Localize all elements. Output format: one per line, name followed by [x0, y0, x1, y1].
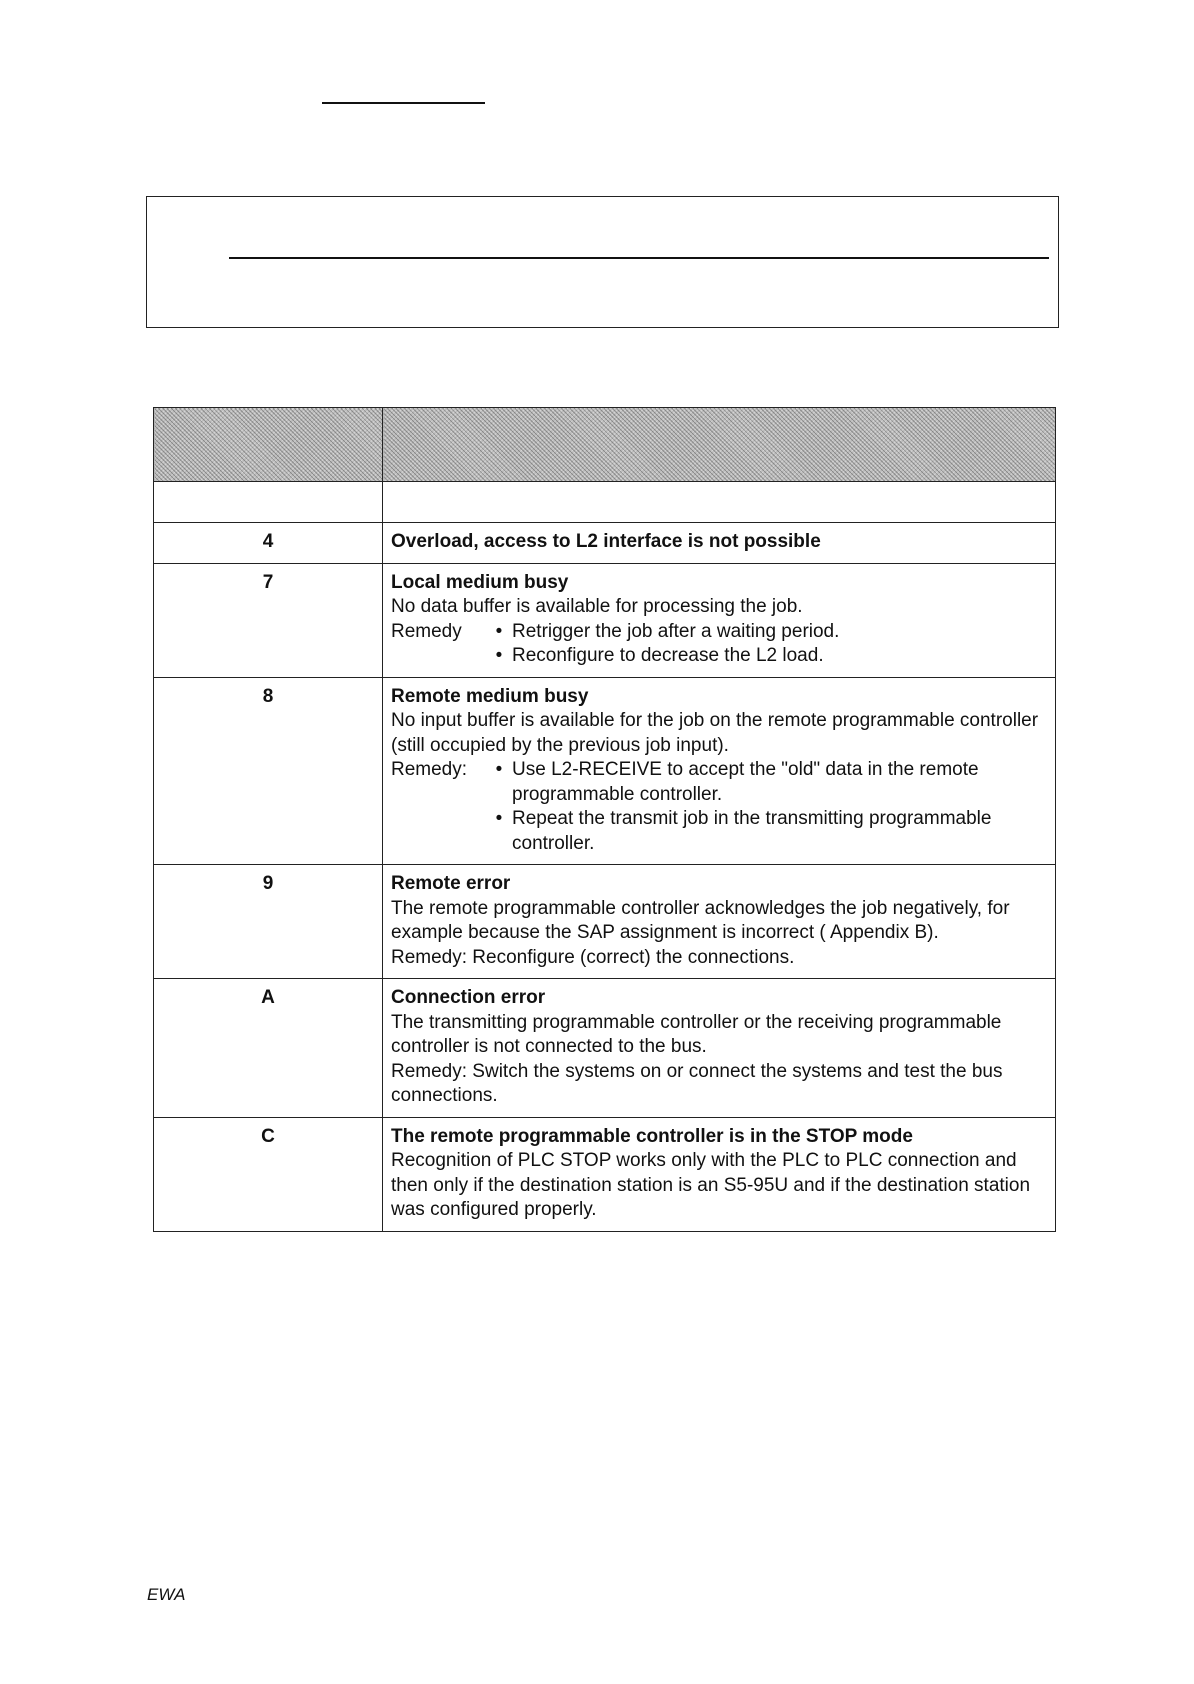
remedy-text: Remedy: Reconfigure (correct) the connections. — [391, 946, 795, 968]
list-item — [486, 758, 1047, 807]
error-title: The remote programmable controller is in the STOP mode — [391, 1125, 913, 1147]
remedy-label: Remedy: — [391, 759, 468, 780]
error-title: Connection error — [391, 987, 546, 1008]
bullet-icon: • — [495, 645, 503, 666]
footer-label: EWA — [147, 1585, 186, 1604]
error-description — [383, 677, 1056, 865]
remedy-block — [391, 758, 1047, 856]
remedy-item: Retrigger the job after a waiting period. — [512, 620, 840, 642]
table-blank-row — [154, 482, 1056, 523]
table-row — [154, 563, 1056, 677]
remedy-block — [391, 620, 1047, 669]
remedy-item: Repeat the transmit job in the transmitting programmable controller. — [512, 808, 992, 854]
error-description — [383, 865, 1056, 979]
table-header-row — [154, 408, 1056, 482]
table-row — [154, 979, 1056, 1118]
error-code-table — [153, 407, 1056, 1232]
error-title: Overload, access to L2 interface is not possible — [391, 531, 821, 552]
error-description — [383, 523, 1056, 564]
error-title: Local medium busy — [391, 571, 569, 593]
error-text: The transmitting programmable controller or the receiving programmable controller is not connected to the bus. — [391, 1011, 1002, 1057]
error-text: Recognition of PLC STOP works only with the PLC to PLC connection and then only if the destination station is an S5-95U and if the destination station was configured properly. — [391, 1150, 1031, 1220]
blank-cell — [154, 482, 383, 523]
bullet-icon: • — [495, 759, 503, 780]
error-text: No data buffer is available for processing the job. — [391, 596, 803, 617]
remedy-label: Remedy — [391, 620, 462, 642]
error-description — [383, 979, 1056, 1118]
remedy-list — [486, 758, 1047, 856]
table-row — [154, 865, 1056, 979]
remedy-item: Reconfigure to decrease the L2 load. — [512, 645, 824, 666]
list-item — [486, 807, 1047, 856]
error-title: Remote error — [391, 873, 511, 894]
error-code: 9 — [154, 865, 383, 979]
table-row — [154, 523, 1056, 564]
top-rule — [322, 102, 485, 104]
error-code: C — [154, 1117, 383, 1231]
bullet-icon: • — [495, 620, 503, 642]
header-box — [146, 196, 1059, 328]
list-item — [486, 620, 1047, 645]
remedy-item: Use L2-RECEIVE to accept the "old" data in the remote programmable controller. — [512, 759, 979, 805]
remedy-list — [486, 620, 1047, 669]
error-code: 8 — [154, 677, 383, 865]
error-description — [383, 563, 1056, 677]
table-row — [154, 1117, 1056, 1231]
list-item — [486, 644, 1047, 669]
blank-cell — [383, 482, 1056, 523]
error-code: A — [154, 979, 383, 1118]
error-text: The remote programmable controller acknowledges the job negatively, for example because the SAP assignment is incorrect ( Appendix B). — [391, 897, 1010, 943]
header-rule — [229, 257, 1049, 259]
header-cell-code — [154, 408, 383, 482]
table-row — [154, 677, 1056, 865]
error-code: 7 — [154, 563, 383, 677]
error-description — [383, 1117, 1056, 1231]
header-cell-meaning — [383, 408, 1056, 482]
remedy-text: Remedy: Switch the systems on or connect the systems and test the bus connections. — [391, 1060, 1003, 1106]
error-code: 4 — [154, 523, 383, 564]
error-text: No input buffer is available for the job on the remote programmable controller (still occupied by the previous job input). — [391, 710, 1039, 756]
bullet-icon: • — [495, 808, 503, 829]
error-title: Remote medium busy — [391, 685, 589, 707]
